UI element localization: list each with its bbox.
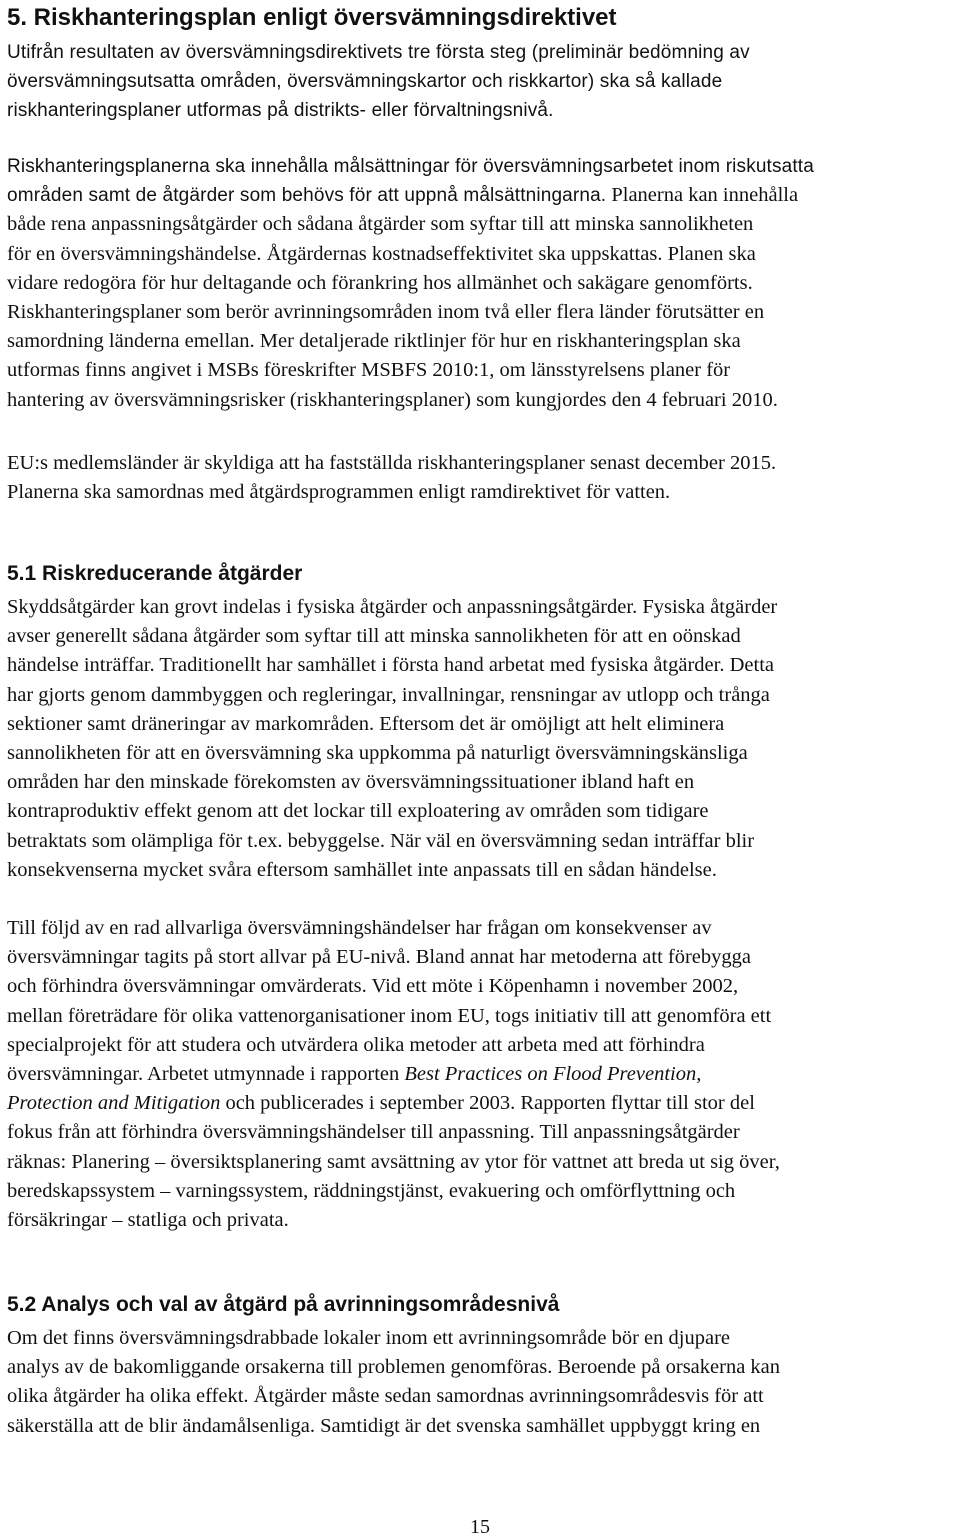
text-line: Planerna ska samordnas med åtgärdsprogrammen enligt ramdirektivet för vatten. — [7, 481, 671, 504]
text-line: vidare redogöra för hur deltagande och förankring hos allmänhet och sakägare genomförts. — [7, 271, 753, 294]
text-line: Utifrån resultaten av översvämningsdirektivets tre första steg (preliminär bedömning av — [7, 42, 750, 63]
text-line: sektioner samt dräneringar av markområden. Eftersom det är omöjligt att helt eliminera — [7, 712, 725, 735]
plans-content-paragraph — [7, 152, 957, 415]
text-segment: Planerna kan innehålla — [611, 184, 799, 207]
text-line: hantering av översvämningsrisker (riskhanteringsplaner) som kungjordes den 4 februari 2010. — [7, 388, 778, 411]
text-segment: översvämningar. Arbetet utmynnade i rapporten — [7, 1062, 405, 1085]
text-line: och förhindra översvämningar omvärderats. Vid ett möte i Köpenhamn i november 2002, — [7, 975, 739, 998]
page-number: 15 — [470, 1516, 490, 1538]
text-line: områden har den minskade förekomsten av översvämningssituationer ibland haft en — [7, 771, 695, 794]
section-5-1-paragraph-1 — [7, 593, 957, 885]
report-title-italic: Protection and Mitigation — [7, 1092, 221, 1115]
text-line: fokus från att förhindra översvämningshändelser till anpassning. Till anpassningsåtgärder — [7, 1121, 740, 1144]
text-line: säkerställa att de blir ändamålsenliga. Samtidigt är det svenska samhället uppbyggt kring en — [7, 1414, 761, 1437]
text-line: försäkringar – statliga och privata. — [7, 1208, 289, 1231]
page-title: 5. Riskhanteringsplan enligt översvämningsdirektivet — [7, 4, 617, 31]
text-line: översvämningsutsatta områden, översvämningskartor och riskkartor) ska så kallade — [7, 71, 723, 93]
text-line — [7, 1060, 957, 1089]
text-line: Skyddsåtgärder kan grovt indelas i fysiska åtgärder och anpassningsåtgärder. Fysiska åtgärder — [7, 596, 778, 618]
intro-paragraph — [7, 38, 957, 126]
text-line: händelse inträffar. Traditionellt har samhället i första hand arbetat med fysiska åtgärder. Detta — [7, 654, 774, 677]
text-line: specialprojekt för att studera och utvärdera olika metoder att arbeta med att förhindra — [7, 1033, 705, 1056]
text-line: Riskhanteringsplanerna ska innehålla målsättningar för översvämningsarbetet inom riskutsatta — [7, 156, 814, 177]
text-line: utformas finns angivet i MSBs föreskrifter MSBFS 2010:1, om länsstyrelsens planer för — [7, 359, 731, 382]
text-line: både rena anpassningsåtgärder och sådana åtgärder som syftar till att minska sannolikheten — [7, 213, 754, 236]
text-line: beredskapssystem – varningssystem, räddningstjänst, evakuering och omförflyttning och — [7, 1179, 736, 1202]
text-line: kontraproduktiv effekt genom att det lockar till exploatering av områden som tidigare — [7, 800, 709, 823]
text-line: räknas: Planering – översiktsplanering samt avsättning av ytor för vattnet att breda ut sig över, — [7, 1150, 780, 1173]
text-line: avser generellt sådana åtgärder som syftar till att minska sannolikheten för att en oönskad — [7, 625, 741, 648]
text-line: betraktats som olämpliga för t.ex. bebyggelse. När väl en översvämning sedan inträffar blir — [7, 829, 755, 852]
section-heading-5-2: 5.2 Analys och val av åtgärd på avrinningsområdesnivå — [7, 1293, 560, 1316]
text-line: Riskhanteringsplaner som berör avrinningsområden inom två eller flera länder förutsätter en — [7, 300, 765, 323]
text-line: samordning länderna emellan. Mer detaljerade riktlinjer för hur en riskhanteringsplan ska — [7, 330, 741, 353]
text-line: mellan företrädare för olika vattenorganisationer inom EU, togs initiativ till att genomföra ett — [7, 1004, 772, 1027]
section-heading-5-1: 5.1 Riskreducerande åtgärder — [7, 562, 303, 585]
mixed-line — [7, 181, 957, 210]
text-line: EU:s medlemsländer är skyldiga att ha fastställda riskhanteringsplaner senast december 2015. — [7, 452, 777, 474]
text-line: översvämningar tagits på stort allvar på EU-nivå. Bland annat har metoderna att förebygga — [7, 946, 752, 969]
text-line: Till följd av en rad allvarliga översvämningshändelser har frågan om konsekvenser av — [7, 917, 712, 939]
eu-deadline-paragraph — [7, 449, 957, 507]
section-5-1-paragraph-2 — [7, 914, 957, 1235]
text-line: riskhanteringsplaner utformas på distrikts- eller förvaltningsnivå. — [7, 100, 554, 122]
text-line: analys av de bakomliggande orsakerna till problemen genomföras. Beroende på orsakerna kan — [7, 1356, 781, 1379]
text-line: har gjorts genom dammbyggen och regleringar, invallningar, rensningar av utlopp och trånga — [7, 683, 770, 706]
report-title-italic: Best Practices on Flood Prevention, — [404, 1062, 702, 1085]
text-line: Om det finns översvämningsdrabbade lokaler inom ett avrinningsområde bör en djupare — [7, 1327, 730, 1349]
text-segment: och publicerades i september 2003. Rapporten flyttar till stor del — [220, 1092, 755, 1115]
text-line — [7, 1089, 957, 1118]
section-5-2-paragraph — [7, 1324, 957, 1441]
text-line: för en översvämningshändelse. Åtgärdernas kostnadseffektivitet ska uppskattas. Planen ska — [7, 242, 756, 265]
text-segment: områden samt de åtgärder som behövs för att uppnå målsättningarna. — [7, 185, 607, 207]
text-line: konsekvenserna mycket svåra eftersom samhället inte anpassats till en sådan händelse. — [7, 858, 717, 881]
text-line: olika åtgärder ha olika effekt. Åtgärder måste sedan samordnas avrinningsområdesvis för att — [7, 1385, 764, 1408]
text-line: sannolikheten för att en översvämning ska uppkomma på naturligt översvämningskänsliga — [7, 741, 748, 764]
